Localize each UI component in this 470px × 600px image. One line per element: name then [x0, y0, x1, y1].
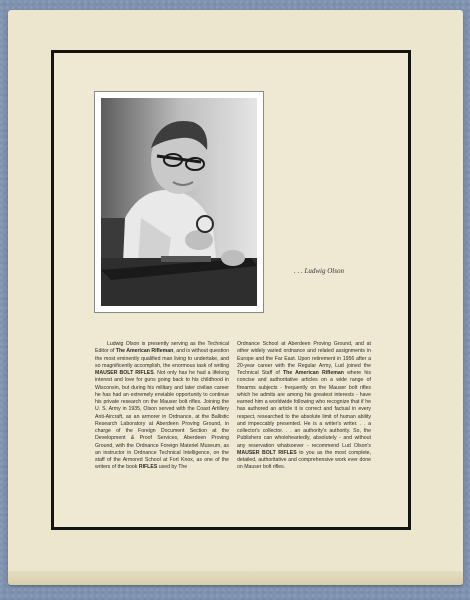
photo-caption: . . . Ludwig Olson: [294, 267, 344, 275]
bio-text-segment: used by The: [157, 464, 188, 471]
bio-text-segment: where his concise and authoritative articles on a wide range of firearms subjects - frequently on the Mauser bolt rifles which he admits are among his greatest interests - have earned him a worldwide following who recognize that if he has authored an article it is correct and factual in every respect, researched to the absolute limit of human ability and impeccably presented. He is a writer's writer. . . a collector's collector. . . an authority's authority. So, the Publishers can wholeheartedly, absolutely - and without any reservation whatsoever - recommend Lud Olson's: [237, 370, 371, 449]
bio-text-segment: . Not only has he had a lifelong interest and love for guns going back to his childhood in Wisconsin, but during his military and later civilian career he has had an extremely enviable opportunity to continue his private research on the Mauser bolt rifles. Joining the U. S. Army in 1935, Olson served with the Coast Artillery Anti-Aircraft, as an armorer in Ordnance, at the Ballistic Research Laboratory at Aberdeen Proving Ground, in charge of the Foreign Document Section at the Development & Proof Services, Aberdeen Proving Ground, with the Ordnance Foreign Materiel Museum, as an instructor in Ordnance Technical Intelligence, on the staff of the Armored School at Fort Knox, as one of the writers of the book: [95, 370, 229, 471]
bio-text-segment: , and is without question the most eminently qualified man living to undertake, and so magnificently accomplish, the enormous task of writing: [95, 348, 230, 369]
bold-title-text: MAUSER BOLT RIFLES: [95, 370, 154, 376]
bold-title-text: The American Rifleman: [283, 370, 344, 376]
bold-title-text: RIFLES: [138, 464, 158, 471]
bio-text-segment: Ordnance School at Aberdeen Proving Ground, and at other widely varied ordnance and related assignments in Europe and the Far East. Upon retirement in 1956 after a 20-year career with the Regular Army, Lud joined the Technical Staff of: [237, 341, 371, 376]
bio-text-right-column: [237, 341, 371, 472]
bold-title-text: The American Rifleman: [115, 348, 174, 355]
bio-text-segment: to you as the most complete, detailed, authoritative and comprehensive work ever done on Mauser bolt rifles.: [237, 449, 371, 471]
black-frame: [51, 50, 411, 530]
book-back-cover: [8, 10, 463, 585]
author-portrait-graphic: [101, 98, 257, 306]
author-photo-image: [101, 98, 257, 306]
author-photo: [94, 91, 264, 313]
bio-text-segment: Ludwig Olson is presently serving as the Technical Editor of: [95, 341, 229, 355]
bio-text-left-column: [95, 341, 229, 472]
bold-title-text: MAUSER BOLT RIFLES: [237, 449, 297, 456]
